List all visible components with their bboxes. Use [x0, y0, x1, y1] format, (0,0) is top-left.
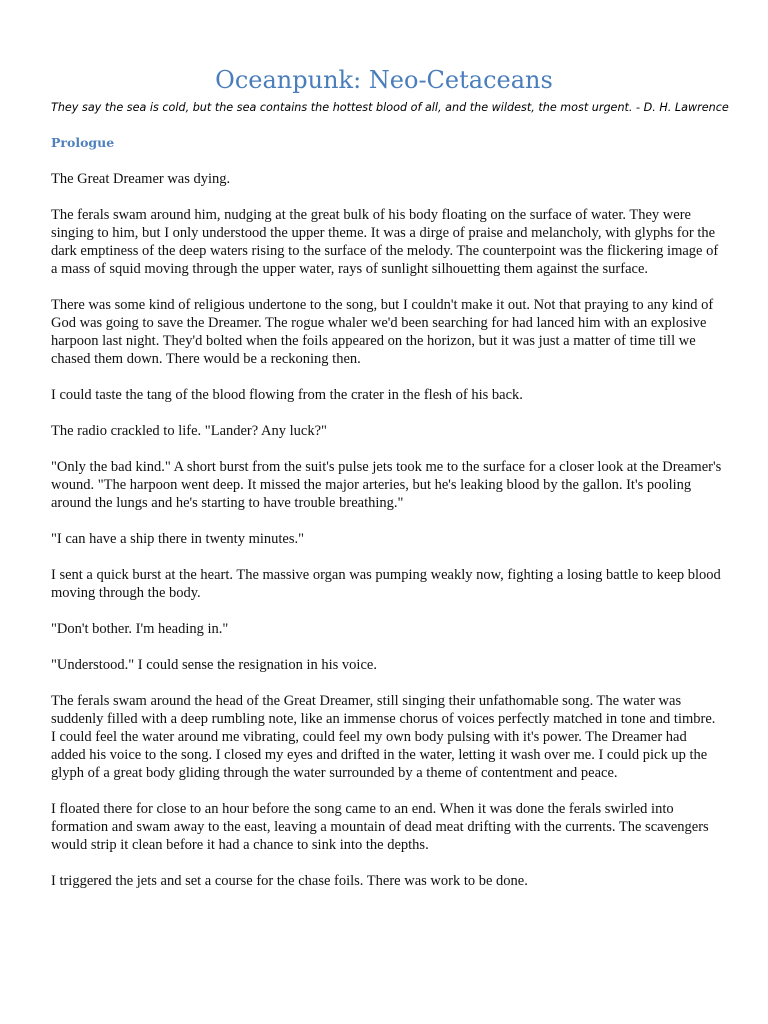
section-heading: Prologue [51, 135, 115, 150]
paragraph: I floated there for close to an hour before the song came to an end. When it was done the ferals swirled into formation and swam away to the east, leaving a mountain of dead meat drifting with the currents. The scavengers would strip it clean before it had a chance to sink into the depths. [51, 801, 709, 853]
body-text [51, 170, 723, 908]
paragraph: I sent a quick burst at the heart. The massive organ was pumping weakly now, fighting a losing battle to keep blood moving through the body. [51, 567, 721, 601]
document-title: Oceanpunk: Neo-Cetaceans [215, 66, 553, 94]
paragraph: "I can have a ship there in twenty minutes." [51, 531, 305, 547]
paragraph: The radio crackled to life. "Lander? Any luck?" [51, 423, 327, 439]
paragraph: I could taste the tang of the blood flowing from the crater in the flesh of his back. [51, 387, 523, 403]
paragraph: The ferals swam around him, nudging at the great bulk of his body floating on the surface of water. They were singing to him, but I only understood the upper theme. It was a dirge of praise and melancholy, with glyphs for the dark emptiness of the deep waters rising to the surface of the melody. The counterpoint was the flickering image of a mass of squid moving through the upper water, rays of sunlight silhouetting them against the surface. [51, 207, 719, 277]
paragraph: "Only the bad kind." A short burst from the suit's pulse jets took me to the surface for a closer look at the Dreamer's wound. "The harpoon went deep. It missed the major arteries, but he's leaking blood by the gallon. It's pooling around the lungs and he's starting to have trouble breathing." [51, 459, 722, 511]
paragraph: The Great Dreamer was dying. [51, 171, 231, 187]
paragraph: I triggered the jets and set a course for the chase foils. There was work to be done. [51, 873, 528, 889]
epigraph-quote: They say the sea is cold, but the sea contains the hottest blood of all, and the wildest, the most urgent. - D. H. Lawrence [51, 101, 729, 114]
paragraph: "Understood." I could sense the resignation in his voice. [51, 657, 377, 673]
paragraph: There was some kind of religious undertone to the song, but I couldn't make it out. Not that praying to any kind of God was going to save the Dreamer. The rogue whaler we'd been searching for had lanced him with an explosive harpoon last night. They'd bolted when the foils appeared on the horizon, but it was just a matter of time till we chased them down. There would be a reckoning then. [51, 297, 714, 367]
paragraph: The ferals swam around the head of the Great Dreamer, still singing their unfathomable song. The water was suddenly filled with a deep rumbling note, like an immense chorus of voices perfectly matched in tone and timbre. I could feel the water around me vibrating, could feel my own body pulsing with it's power. The Dreamer had added his voice to the song. I closed my eyes and drifted in the water, letting it wash over me. I could pick up the glyph of a great body gliding through the water surrounded by a theme of contentment and peace. [51, 693, 716, 781]
paragraph: "Don't bother. I'm heading in." [51, 621, 229, 637]
